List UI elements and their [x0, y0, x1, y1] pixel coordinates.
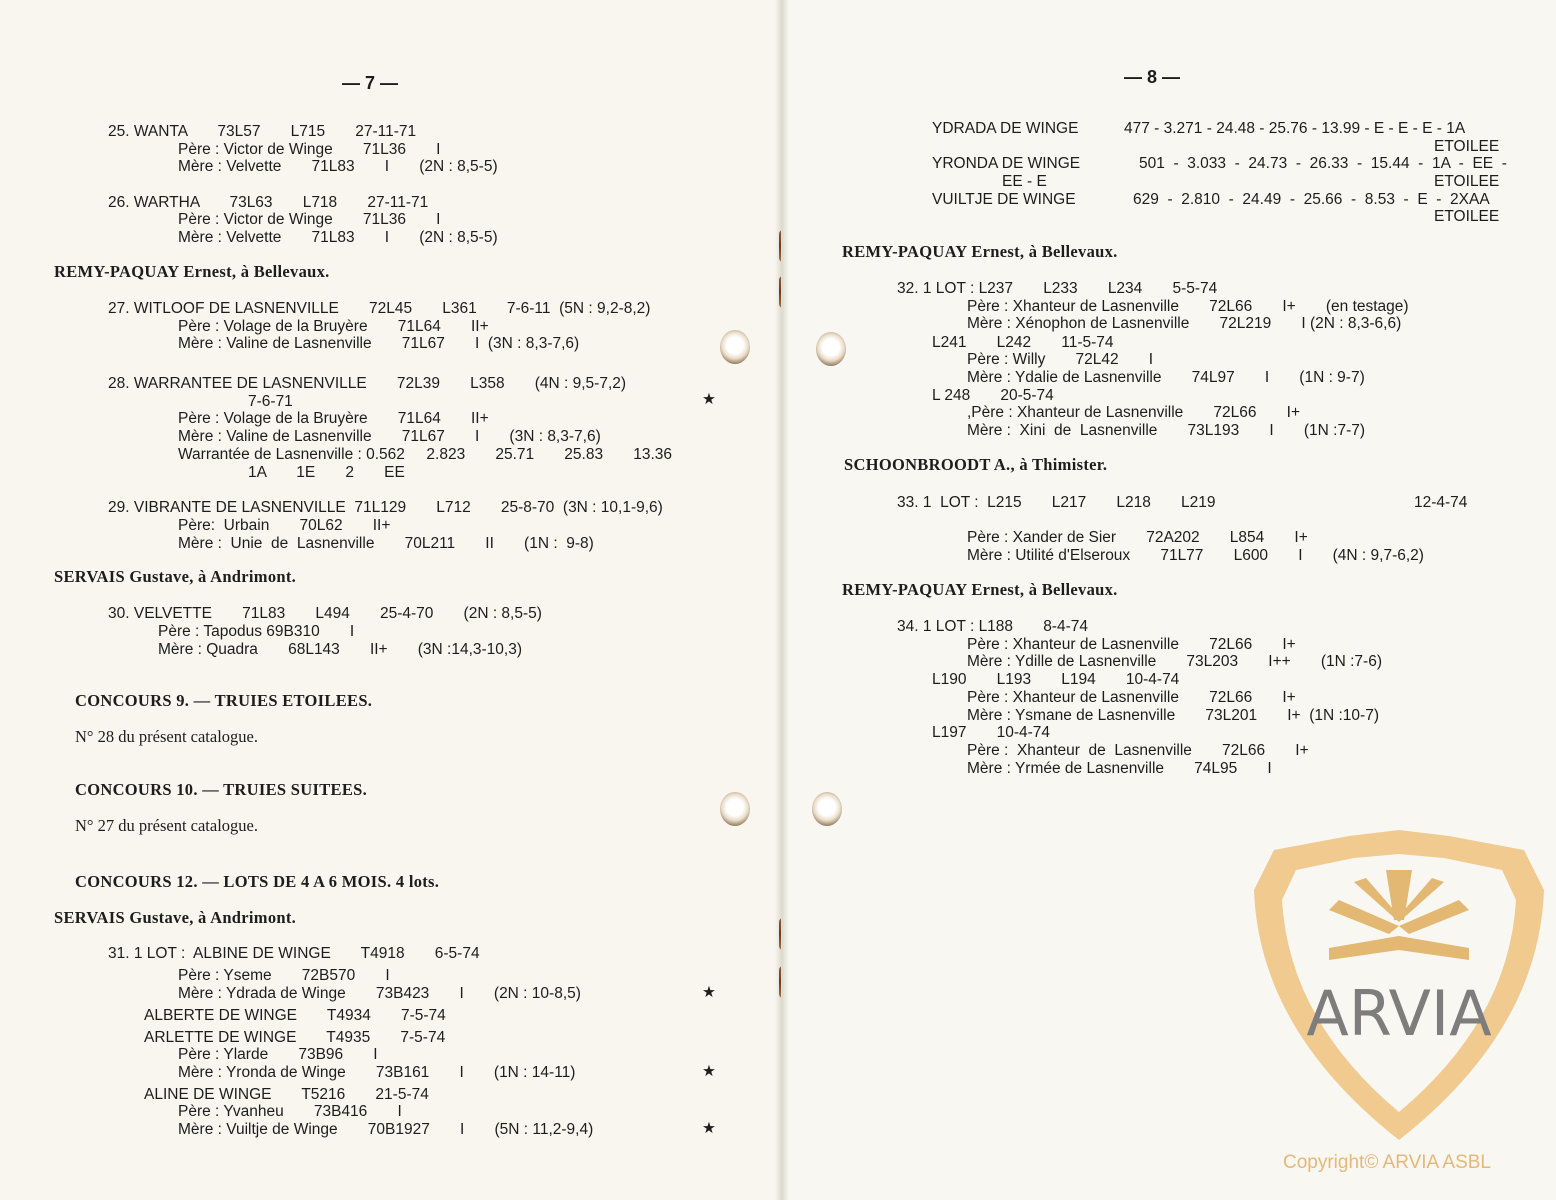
- entry-26-title: 26. WARTHA 73L63 L718 27-11-71: [108, 194, 429, 211]
- perf-ydrada-name: YDRADA DE WINGE: [932, 120, 1079, 137]
- breeder-heading: SERVAIS Gustave, à Andrimont.: [54, 567, 297, 586]
- perf-ydrada-values: 477 - 3.271 - 24.48 - 25.76 - 13.99 - E - E - E - 1A: [1124, 120, 1466, 137]
- concours-10-text: N° 27 du présent catalogue.: [75, 816, 258, 835]
- entry-34-lot3-mere: Mère : Yrmée de Lasnenville 74L95 I: [967, 760, 1272, 777]
- entry-28-date: 7-6-71: [248, 393, 293, 410]
- entry-31-mere: Mère : Ydrada de Winge 73B423 I (2N : 10-8,5): [178, 985, 581, 1002]
- entry-31-aline: ALINE DE WINGE T5216 21-5-74: [144, 1086, 429, 1103]
- copyright-notice: Copyright© ARVIA ASBL: [1283, 1152, 1491, 1173]
- concours-12-heading: CONCOURS 12. — LOTS DE 4 A 6 MOIS. 4 lots.: [75, 872, 440, 891]
- entry-25-pere: Père : Victor de Winge 71L36 I: [178, 141, 441, 158]
- perf-yronda-values: 501 - 3.033 - 24.73 - 26.33 - 15.44 - 1A - EE -: [1139, 155, 1507, 172]
- star-icon: ★: [702, 1120, 716, 1137]
- punch-hole: [812, 792, 842, 826]
- entry-34-title: 34. 1 LOT : L188 8-4-74: [897, 618, 1088, 635]
- star-icon: ★: [702, 984, 716, 1001]
- entry-30-title: 30. VELVETTE 71L83 L494 25-4-70 (2N : 8,5-5): [108, 605, 542, 622]
- entry-28-pere: Père : Volage de la Bruyère 71L64 II+: [178, 410, 489, 427]
- entry-27-pere: Père : Volage de la Bruyère 71L64 II+: [178, 318, 489, 335]
- breeder-heading: REMY-PAQUAY Ernest, à Bellevaux.: [842, 580, 1118, 599]
- entry-29-title: 29. VIBRANTE DE LASNENVILLE 71L129 L712 25-8-70 (3N : 10,1-9,6): [108, 499, 663, 516]
- entry-29-pere: Père: Urbain 70L62 II+: [178, 517, 391, 534]
- entry-25-title: 25. WANTA 73L57 L715 27-11-71: [108, 123, 417, 140]
- perf-vuiltje-values: 629 - 2.810 - 24.49 - 25.66 - 8.53 - E - 2XAA: [1133, 191, 1490, 208]
- entry-31-arlette-pere: Père : Ylarde 73B96 I: [178, 1046, 378, 1063]
- perf-vuiltje-name: VUILTJE DE WINGE: [932, 191, 1076, 208]
- entry-31-arlette-mere: Mère : Yronda de Winge 73B161 I (1N : 14-11): [178, 1064, 576, 1081]
- page-number-7: — 7 —: [342, 73, 399, 93]
- perf-yronda-grades: EE - E: [1002, 173, 1047, 190]
- entry-28-title: 28. WARRANTEE DE LASNENVILLE 72L39 L358 (4N : 9,5-7,2): [108, 375, 627, 392]
- entry-32-lot2: L241 L242 11-5-74: [932, 334, 1114, 351]
- entry-31-alberte: ALBERTE DE WINGE T4934 7-5-74: [144, 1007, 446, 1024]
- entry-31-title: 31. 1 LOT : ALBINE DE WINGE T4918 6-5-74: [108, 945, 480, 962]
- entry-29-mere: Mère : Unie de Lasnenville 70L211 II (1N : 9-8): [178, 535, 594, 552]
- entry-28-grades: 1A 1E 2 EE: [248, 464, 405, 481]
- breeder-heading: SERVAIS Gustave, à Andrimont.: [54, 908, 297, 927]
- entry-34-lot2: L190 L193 L194 10-4-74: [932, 671, 1180, 688]
- entry-34-mere: Mère : Ydille de Lasnenville 73L203 I++ (1N :7-6): [967, 653, 1382, 670]
- entry-32-lot3-pere: ,Père : Xhanteur de Lasnenville 72L66 I+: [967, 404, 1301, 421]
- entry-34-lot2-mere: Mère : Ysmane de Lasnenville 73L201 I+ (1N :10-7): [967, 707, 1379, 724]
- entry-31-aline-mere: Mère : Vuiltje de Winge 70B1927 I (5N : 11,2-9,4): [178, 1121, 594, 1138]
- entry-27-title: 27. WITLOOF DE LASNENVILLE 72L45 L361 7-6-11 (5N : 9,2-8,2): [108, 300, 651, 317]
- page-number-8: — 8 —: [1124, 67, 1181, 87]
- entry-26-pere: Père : Victor de Winge 71L36 I: [178, 211, 441, 228]
- entry-28-mere: Mère : Valine de Lasnenville 71L67 I (3N : 8,3-7,6): [178, 428, 601, 445]
- entry-31-pere: Père : Yseme 72B570 I: [178, 967, 390, 984]
- entry-31-arlette: ARLETTE DE WINGE T4935 7-5-74: [144, 1029, 446, 1046]
- perf-vuiltje-etoilee: ETOILEE: [1434, 208, 1500, 225]
- entry-32-lot3-mere: Mère : Xini de Lasnenville 73L193 I (1N :7-7): [967, 422, 1366, 439]
- entry-34-lot3-pere: Père : Xhanteur de Lasnenville 72L66 I+: [967, 742, 1309, 759]
- star-icon: ★: [702, 391, 716, 408]
- entry-28-performance: Warrantée de Lasnenville : 0.562 2.823 25.71 25.83 13.36: [178, 446, 673, 463]
- breeder-heading: REMY-PAQUAY Ernest, à Bellevaux.: [842, 242, 1118, 261]
- entry-33-mere: Mère : Utilité d'Elseroux 71L77 L600 I (4N : 9,7-6,2): [967, 547, 1424, 564]
- entry-34-pere: Père : Xhanteur de Lasnenville 72L66 I+: [967, 636, 1296, 653]
- breeder-heading: SCHOONBROODT A., à Thimister.: [844, 455, 1108, 474]
- punch-hole: [720, 330, 750, 364]
- entry-32-title: 32. 1 LOT : L237 L233 L234 5-5-74: [897, 280, 1218, 297]
- entry-32-lot2-pere: Père : Willy 72L42 I: [967, 351, 1154, 368]
- punch-hole: [720, 792, 750, 826]
- star-icon: ★: [702, 1063, 716, 1080]
- entry-34-lot3: L197 10-4-74: [932, 724, 1051, 741]
- book-gutter: [775, 0, 789, 1200]
- arvia-logo: [1254, 830, 1544, 1140]
- concours-9-heading: CONCOURS 9. — TRUIES ETOILEES.: [75, 691, 373, 710]
- logo-text: ARVIA: [1306, 977, 1492, 1050]
- entry-26-mere: Mère : Velvette 71L83 I (2N : 8,5-5): [178, 229, 498, 246]
- entry-34-lot2-pere: Père : Xhanteur de Lasnenville 72L66 I+: [967, 689, 1296, 706]
- entry-25-mere: Mère : Velvette 71L83 I (2N : 8,5-5): [178, 158, 498, 175]
- entry-27-mere: Mère : Valine de Lasnenville 71L67 I (3N : 8,3-7,6): [178, 335, 580, 352]
- entry-33-pere: Père : Xander de Sier 72A202 L854 I+: [967, 529, 1308, 546]
- perf-yronda-etoilee: ETOILEE: [1434, 173, 1500, 190]
- entry-32-pere: Père : Xhanteur de Lasnenville 72L66 I+ (en testage): [967, 298, 1409, 315]
- entry-33-title: 33. 1 LOT : L215 L217 L218 L219: [897, 494, 1216, 511]
- entry-31-aline-pere: Père : Yvanheu 73B416 I: [178, 1103, 402, 1120]
- perf-yronda-name: YRONDA DE WINGE: [932, 155, 1081, 172]
- breeder-heading: REMY-PAQUAY Ernest, à Bellevaux.: [54, 262, 330, 281]
- perf-ydrada-etoilee: ETOILEE: [1434, 138, 1500, 155]
- concours-10-heading: CONCOURS 10. — TRUIES SUITEES.: [75, 780, 368, 799]
- punch-hole: [816, 332, 846, 366]
- entry-32-mere: Mère : Xénophon de Lasnenville 72L219 I (2N : 8,3-6,6): [967, 315, 1402, 332]
- entry-30-mere: Mère : Quadra 68L143 II+ (3N :14,3-10,3): [158, 641, 523, 658]
- entry-30-pere: Père : Tapodus 69B310 I: [158, 623, 355, 640]
- concours-9-text: N° 28 du présent catalogue.: [75, 727, 258, 746]
- entry-33-date: 12-4-74: [1414, 494, 1468, 511]
- entry-32-lot3: L 248 20-5-74: [932, 387, 1054, 404]
- entry-32-lot2-mere: Mère : Ydalie de Lasnenville 74L97 I (1N : 9-7): [967, 369, 1365, 386]
